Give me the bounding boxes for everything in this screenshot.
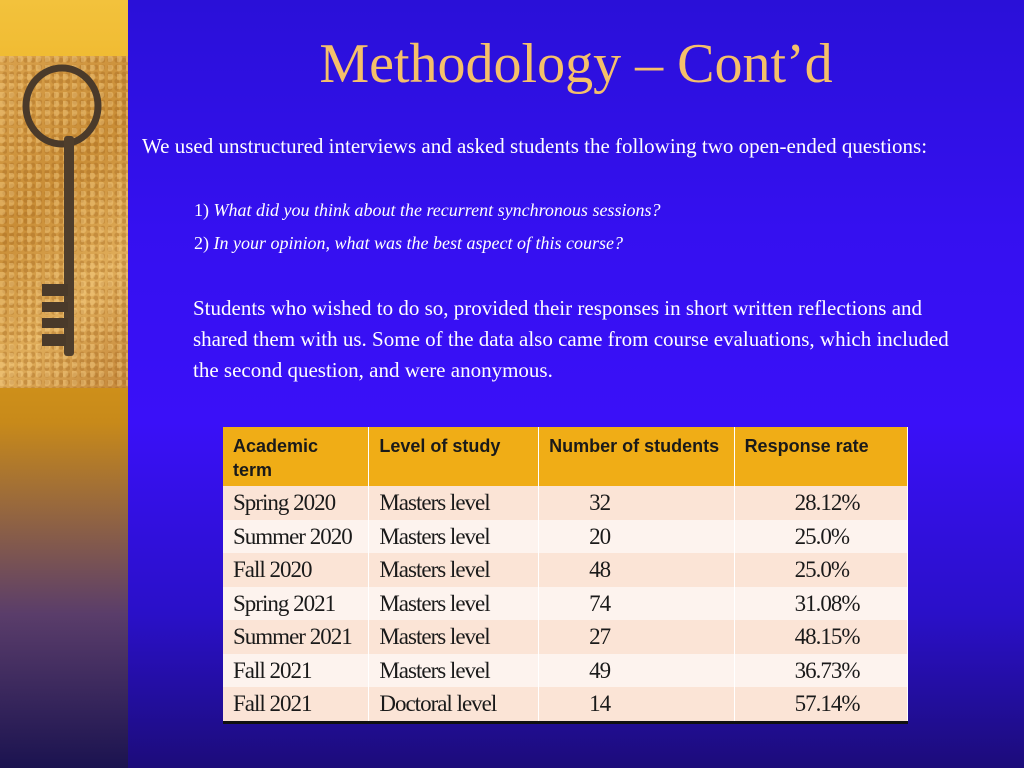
rate-cell: 57.14% [734,687,907,722]
question-number: 2) [194,233,209,253]
slide-main [128,0,1024,768]
level-cell: Masters level [369,654,539,688]
students-cell: 48 [539,553,734,587]
table-header-row [223,427,908,486]
level-cell: Masters level [369,620,539,654]
question-number: 1) [194,200,209,220]
description-paragraph: Students who wished to do so, provided their responses in short written reflections and shared them with us. Some of the data also came from course evaluations, which included the second question, and were anonymous. [193,296,949,382]
rate-cell: 31.08% [734,587,907,621]
column-header: Number of students [539,427,734,486]
question-text: In your opinion, what was the best aspect of this course? [213,233,623,253]
table-row [223,620,908,654]
level-cell: Doctoral level [369,687,539,722]
key-icon [0,56,128,388]
rate-cell: 48.15% [734,620,907,654]
term-cell: Fall 2020 [223,553,369,587]
students-cell: 27 [539,620,734,654]
term-cell: Summer 2020 [223,520,369,554]
students-cell: 74 [539,587,734,621]
level-cell: Masters level [369,520,539,554]
table-row [223,654,908,688]
page-title: Methodology – Cont’d [319,33,833,95]
data-table [223,427,908,724]
students-cell: 49 [539,654,734,688]
table-row [223,486,908,520]
question-2 [194,233,623,254]
term-cell: Fall 2021 [223,654,369,688]
column-header: Level of study [369,427,539,486]
term-cell: Spring 2021 [223,587,369,621]
table-row [223,553,908,587]
level-cell: Masters level [369,486,539,520]
term-cell: Summer 2021 [223,620,369,654]
rate-cell: 25.0% [734,520,907,554]
term-cell: Spring 2020 [223,486,369,520]
table-row [223,687,908,722]
term-cell: Fall 2021 [223,687,369,722]
question-text: What did you think about the recurrent synchronous sessions? [213,200,661,220]
students-cell: 20 [539,520,734,554]
key-image [0,56,128,388]
level-cell: Masters level [369,553,539,587]
rate-cell: 36.73% [734,654,907,688]
intro-text: We used unstructured interviews and asked students the following two open-ended questions: [142,134,928,158]
question-1 [194,200,660,221]
table-row [223,587,908,621]
students-cell: 14 [539,687,734,722]
column-header: Response rate [734,427,907,486]
rate-cell: 25.0% [734,553,907,587]
column-header: Academic term [223,427,369,486]
table-row [223,520,908,554]
level-cell: Masters level [369,587,539,621]
students-cell: 32 [539,486,734,520]
rate-cell: 28.12% [734,486,907,520]
